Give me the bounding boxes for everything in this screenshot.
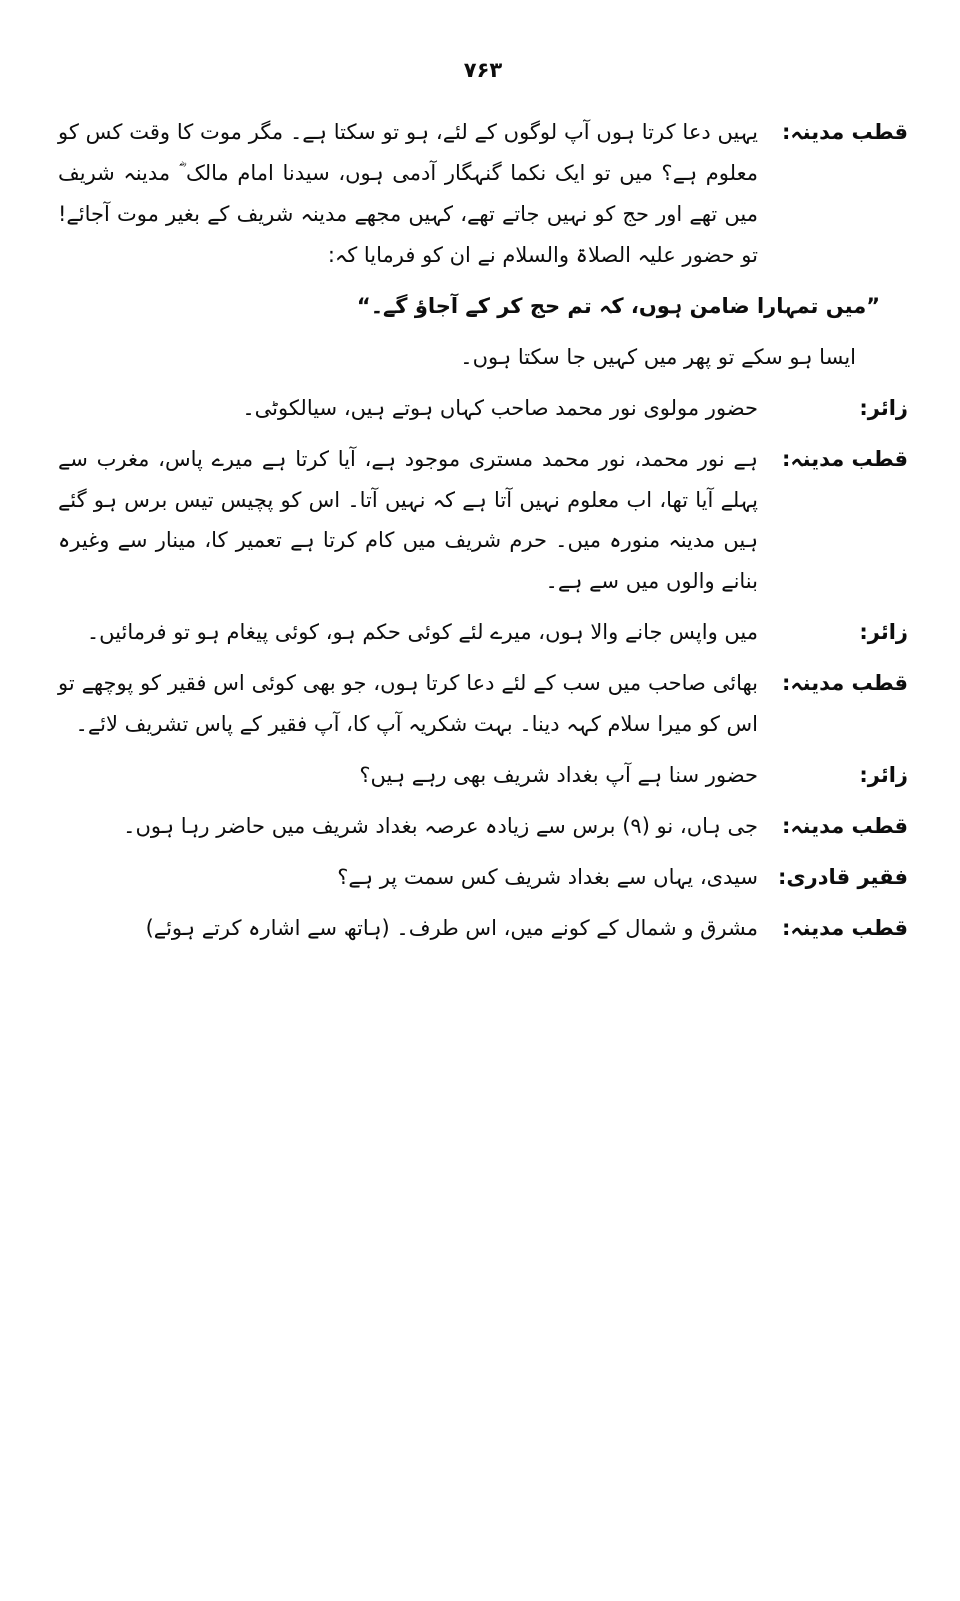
dialogue-text: میں واپس جانے والا ہوں، میرے لئے کوئی حکم ہو، کوئی پیغام ہو تو فرمائیں۔ xyxy=(86,620,758,645)
dialogue-text: سیدی، یہاں سے بغداد شریف کس سمت پر ہے؟ xyxy=(337,865,758,889)
speaker-label: زائر: xyxy=(859,395,908,420)
speaker-label: زائر: xyxy=(859,620,908,645)
speaker-label: قطب مدینہ: xyxy=(781,814,908,839)
dialogue-text: مشرق و شمال کے کونے میں، اس طرف۔ (ہاتھ سے اشارہ کرتے ہوئے) xyxy=(145,915,758,940)
dialogue-entry xyxy=(58,612,908,653)
dialogue-entry xyxy=(58,755,908,796)
speaker-label: زائر: xyxy=(859,763,908,788)
dialogue-entry xyxy=(58,439,908,603)
dialogue-entry xyxy=(58,908,908,949)
dialogue-entry xyxy=(58,857,908,898)
dialogue-text: حضور سنا ہے آپ بغداد شریف بھی رہے ہیں؟ xyxy=(359,763,758,788)
speaker-label: قطب مدینہ: xyxy=(781,120,908,144)
speaker-label: قطب مدینہ: xyxy=(781,446,908,471)
dialogue-entry xyxy=(58,806,908,847)
dialogue-text: حضور مولوی نور محمد صاحب کہاں ہوتے ہیں، سیالکوٹی۔ xyxy=(242,395,758,420)
speaker-label: قطب مدینہ: xyxy=(781,915,908,940)
dialogue-entry xyxy=(58,388,908,429)
dialogue-text: جی ہاں، نو (۹) برس سے زیادہ عرصہ بغداد شریف میں حاضر رہا ہوں۔ xyxy=(123,814,758,839)
dialogue-entry xyxy=(58,663,908,745)
page-number: ۷۶۳ xyxy=(463,58,503,82)
quoted-saying: ”میں تمہارا ضامن ہوں، کہ تم حج کر کے آجاؤ گے۔“ xyxy=(356,293,880,318)
dialogue-text: بھائی صاحب میں سب کے لئے دعا کرتا ہوں، جو بھی کوئی اس فقیر کو پوچھے تو اس کو میرا سلام کہہ دینا۔ بہت شکریہ آپ کا، آپ فقیر کے پاس تشریف لائے۔ xyxy=(58,671,758,737)
dialogue-entry xyxy=(58,112,908,276)
dialogue-continuation: ایسا ہو سکے تو پھر میں کہیں جا سکتا ہوں۔ xyxy=(460,344,856,369)
dialogue-text: یہیں دعا کرتا ہوں آپ لوگوں کے لئے، ہو تو سکتا ہے۔ مگر موت کا وقت کس کو معلوم ہے؟ میں تو ایک نکما گنہگار آدمی ہوں، سیدنا امام مالک ؓ مدینہ شریف میں تھے اور حج کو نہیں جاتے تھے، کہیں مجھے مدینہ شریف کے بغیر موت آجائے! تو حضور علیہ الصلاۃ والسلام نے ان کو فرمایا کہ: xyxy=(58,120,758,267)
speaker-label: فقیر قادری: xyxy=(778,865,908,889)
dialogue-text: ہے نور محمد، نور محمد مستری موجود ہے، آیا کرتا ہے میرے پاس، مغرب سے پہلے آیا تھا، اب معلوم نہیں آتا ہے کہ نہیں آتا۔ اس کو پچیس تیس برس ہو گئے ہیں مدینہ منورہ میں۔ حرم شریف میں کام کرتا ہے تعمیر کا، مینار سے وغیرہ بنانے والوں میں سے ہے۔ xyxy=(58,446,758,594)
speaker-label: قطب مدینہ: xyxy=(781,671,908,696)
